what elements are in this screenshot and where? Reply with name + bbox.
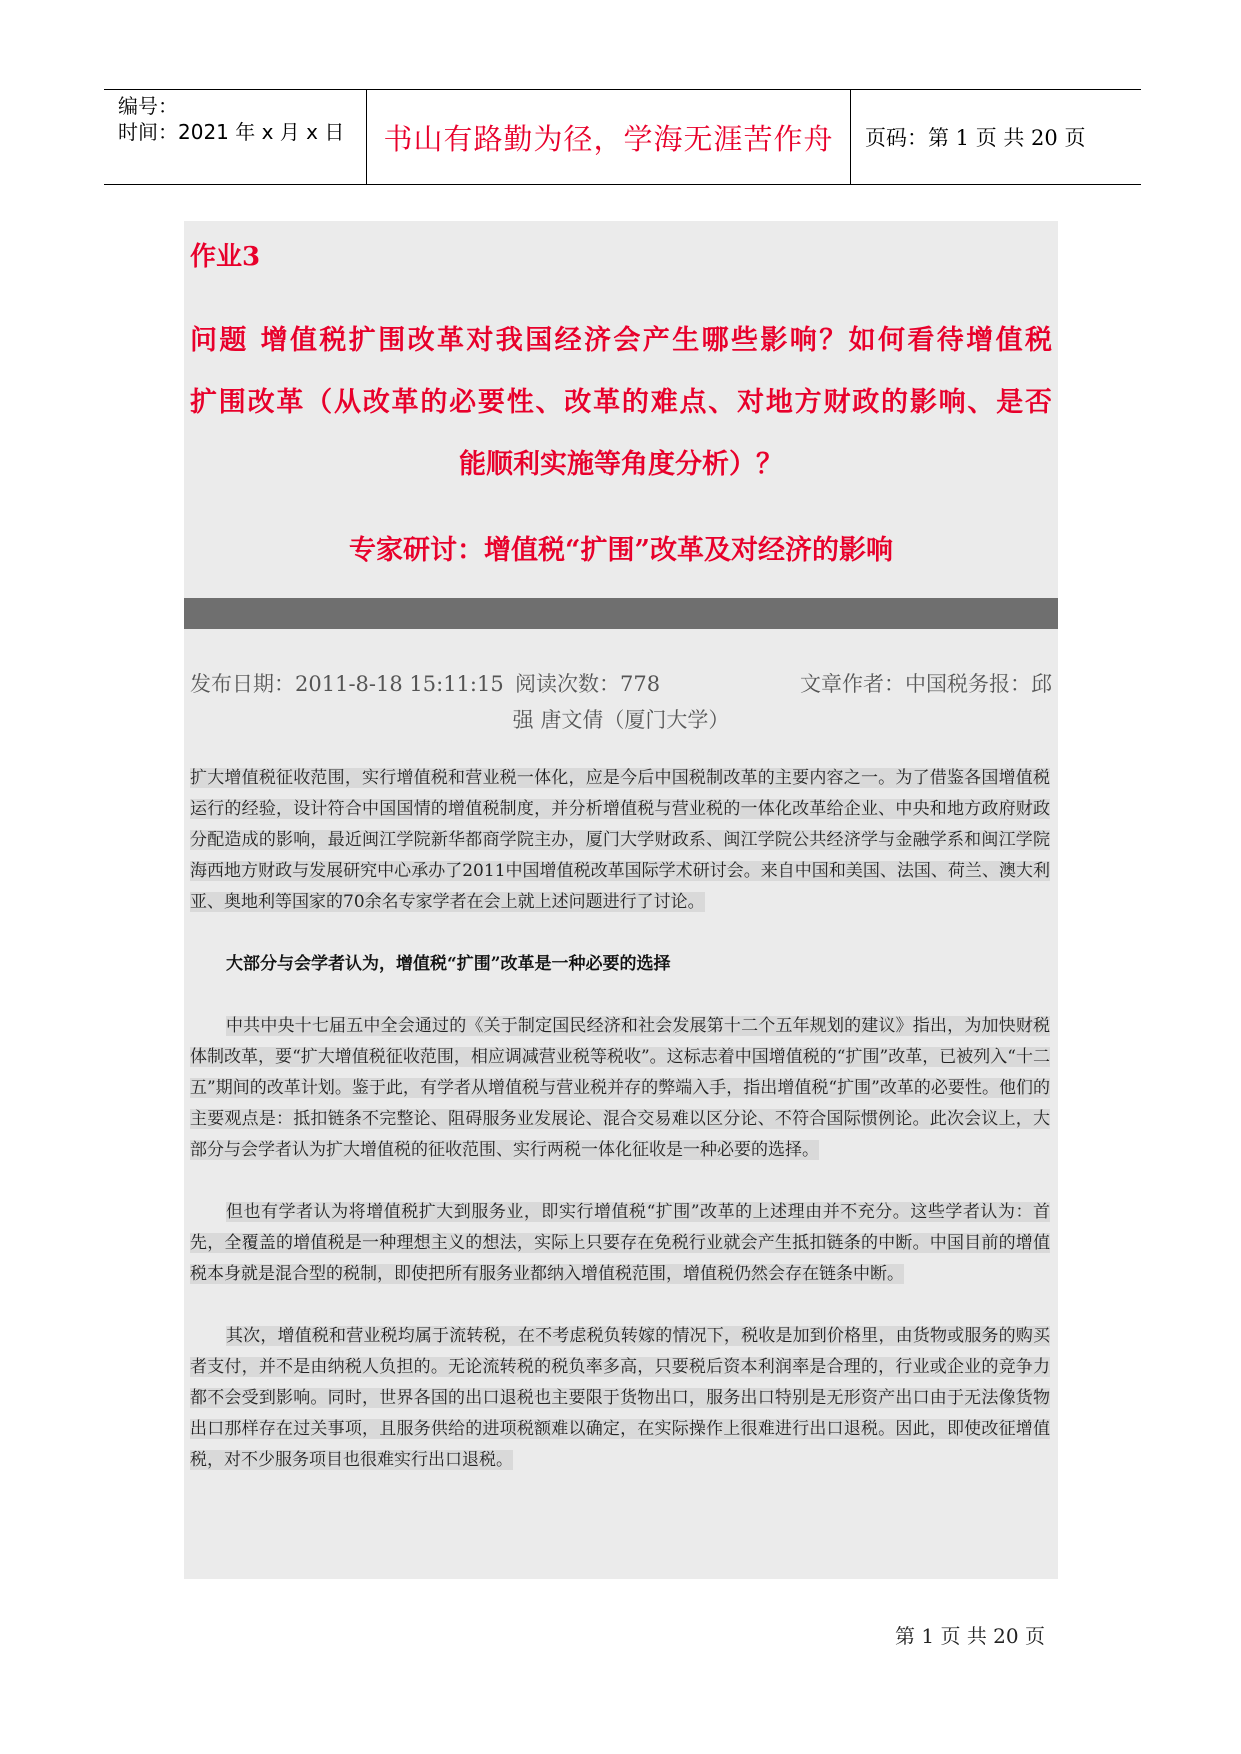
question-heading: [184, 310, 1058, 496]
homework-title: 作业3: [190, 242, 261, 272]
article-body: [190, 763, 1050, 1476]
page-info: 页码：第 1 页 共 20 页: [865, 126, 1086, 150]
article-title: 专家研讨：增值税“扩围”改革及对经济的影响: [348, 535, 894, 566]
publish-date: 发布日期：2011-8-18 15:11:15: [190, 672, 504, 696]
page-header: [104, 89, 1141, 185]
divider-bar: [184, 598, 1058, 629]
paragraph: 中共中央十七届五中全会通过的《关于制定国民经济和社会发展第十二个五年规划的建议》指出，为加快财税体制改革，要“扩大增值税征收范围，相应调减营业税等税收”。这标志着中国增值税的“扩围”改革，已被列入“十二五”期间的改革计划。鉴于此，有学者从增值税与营业税并存的弊端入手，指出增值税“扩围”改革的必要性。他们的主要观点是：抵扣链条不完整论、阻碍服务业发展论、混合交易难以区分论、不符合国际惯例论。此次会议上，大部分与会学者认为扩大增值税的征收范围、实行两税一体化征收是一种必要的选择。: [190, 1016, 1050, 1160]
read-count: 阅读次数：778: [515, 672, 661, 696]
article-meta: [190, 666, 1052, 738]
page-footer: 第 1 页 共 20 页: [895, 1624, 1045, 1648]
paragraph: 扩大增值税征收范围，实行增值税和营业税一体化，应是今后中国税制改革的主要内容之一。为了借鉴各国增值税运行的经验，设计符合中国国情的增值税制度，并分析增值税与营业税的一体化改革给企业、中央和地方政府财政分配造成的影响，最近闽江学院新华都商学院主办，厦门大学财政系、闽江学院公共经济学与金融学系和闽江学院海西地方财政与发展研究中心承办了2011中国增值税改革国际学术研讨会。来自中国和美国、法国、荷兰、澳大利亚、奥地利等国家的70余名专家学者在会上就上述问题进行了讨论。: [190, 768, 1050, 912]
author-line-2: 强 唐文倩（厦门大学）: [512, 708, 730, 732]
author-line-1: 文章作者：中国税务报：邱: [800, 672, 1052, 696]
time-label: 时间：2021 年 x 月 x 日: [118, 120, 345, 144]
paragraph: 其次，增值税和营业税均属于流转税，在不考虑税负转嫁的情况下，税收是加到价格里，由货物或服务的购买者支付，并不是由纳税人负担的。无论流转税的税负率多高，只要税后资本利润率是合理的，行业或企业的竞争力都不会受到影响。同时，世界各国的出口退税也主要限于货物出口，服务出口特别是无形资产出口由于无法像货物出口那样存在过关事项，且服务供给的进项税额难以确定，在实际操作上很难进行出口退税。因此，即使改征增值税，对不少服务项目也很难实行出口退税。: [190, 1326, 1050, 1470]
header-left-cell: [104, 90, 366, 184]
paragraph: 但也有学者认为将增值税扩大到服务业，即实行增值税“扩围”改革的上述理由并不充分。这些学者认为：首先，全覆盖的增值税是一种理想主义的想法，实际上只要存在免税行业就会产生抵扣链条的中断。中国目前的增值税本身就是混合型的税制，即使把所有服务业都纳入增值税范围，增值税仍然会存在链条中断。: [190, 1202, 1050, 1284]
header-right-cell: [851, 90, 1141, 184]
question-line-1: 问题 增值税扩围改革对我国经济会产生哪些影响？如何看待增值税: [190, 325, 1052, 356]
number-label: 编号：: [118, 94, 178, 118]
section-heading: 大部分与会学者认为，增值税“扩围”改革是一种必要的选择: [226, 954, 671, 974]
motto: 书山有路勤为径，学海无涯苦作舟: [383, 122, 834, 156]
question-line-2: 扩围改革（从改革的必要性、改革的难点、对地方财政的影响、是否: [190, 387, 1052, 418]
header-center-cell: [366, 90, 851, 184]
question-line-3: 能顺利实施等角度分析）？: [459, 449, 783, 480]
